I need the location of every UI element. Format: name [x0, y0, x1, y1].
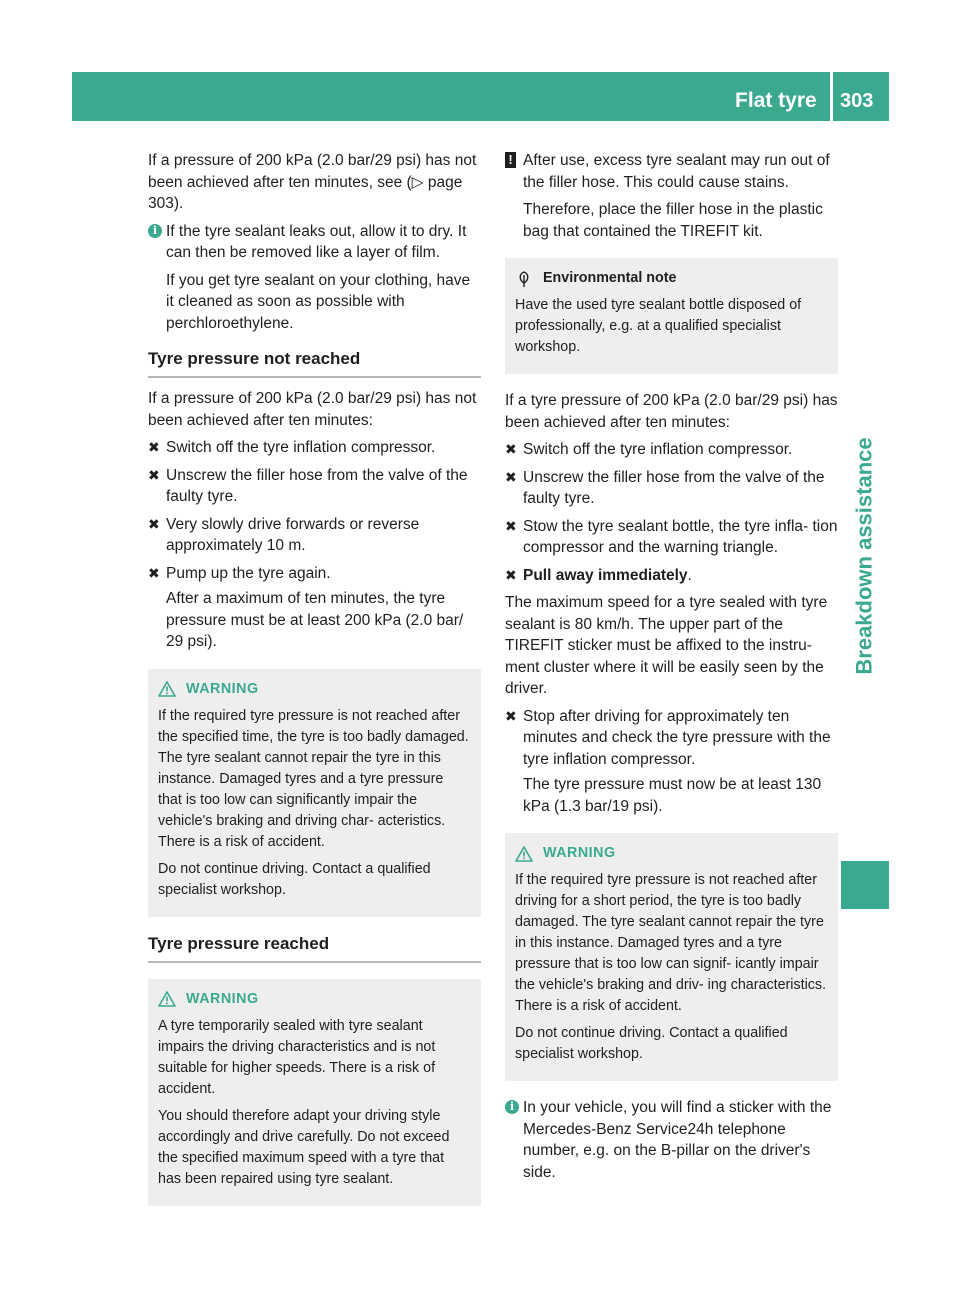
- chapter-marker-block: [841, 861, 889, 909]
- heading-tyre-pressure-reached: Tyre pressure reached: [148, 933, 481, 963]
- arrow-right-icon: ✖: [148, 466, 160, 483]
- arrow-right-icon: ✖: [505, 566, 517, 583]
- arrow-right-icon: ✖: [505, 707, 517, 724]
- warning-text: If the required tyre pressure is not reached after driving for a short period, the tyre is too badly damaged. The tyre sealant cannot repair the tyre in this instance. Damaged tyres and a tyre pressure that is too low can signif- icantly impair the vehicle's braking and driv- ing characteristics. There is a risk of accident.: [515, 872, 827, 1014]
- step-item: [505, 467, 838, 510]
- right-column: [505, 150, 838, 1189]
- info-note: [505, 1097, 838, 1183]
- arrow-right-icon: ✖: [505, 441, 517, 457]
- warning-text: A tyre temporarily sealed with tyre sealant impairs the driving characteristics and is not suitable for higher speeds. There is a risk of accident.: [158, 1017, 436, 1097]
- info-note-text-2: If you get tyre sealant on your clothing, have it cleaned as soon as possible with perchloroethylene.: [166, 271, 471, 332]
- step-item: [148, 514, 481, 557]
- intro-paragraph: If a pressure of 200 kPa (2.0 bar/29 psi) has not been achieved after ten minutes, see (▷ page 303).: [148, 152, 477, 212]
- arrow-right-icon: ✖: [505, 517, 517, 534]
- reached-paragraph: If a tyre pressure of 200 kPa (2.0 bar/29 psi) has been achieved after ten minutes:: [505, 392, 838, 431]
- step-text: Switch off the tyre inflation compressor.: [523, 441, 793, 458]
- step-result: After a maximum of ten minutes, the tyre pressure must be at least 200 kPa (2.0 bar/ 29 psi).: [166, 590, 464, 650]
- environmental-note-text: Have the used tyre sealant bottle disposed of professionally, e.g. at a qualified specialist workshop.: [515, 297, 802, 355]
- step-text: Switch off the tyre inflation compressor.: [166, 439, 436, 456]
- arrow-right-icon: ✖: [148, 515, 160, 532]
- left-column: [148, 150, 481, 1222]
- heading-tyre-pressure-not-reached: Tyre pressure not reached: [148, 348, 481, 378]
- warning-triangle-icon: [515, 846, 533, 862]
- page-section-title: Flat tyre: [735, 89, 817, 112]
- step-item: [505, 565, 838, 587]
- step-text: Stow the tyre sealant bottle, the tyre infla- tion compressor and the warning triangle.: [523, 517, 838, 556]
- warning-label: WARNING: [543, 845, 616, 861]
- step-text: Unscrew the filler hose from the valve of the faulty tyre.: [523, 468, 825, 507]
- warning-label: WARNING: [186, 990, 259, 1007]
- environmental-note-label: Environmental note: [543, 270, 677, 286]
- step-item: [148, 437, 481, 459]
- warning-box: [148, 669, 481, 917]
- warning-box: [505, 833, 838, 1081]
- warning-instruction: Do not continue driving. Contact a qualified specialist workshop.: [158, 860, 431, 898]
- step-text-bold: Pull away immediately: [523, 566, 688, 584]
- max-speed-paragraph: The maximum speed for a tyre sealed with tyre sealant is 80 km/h. The upper part of the TIREFIT sticker must be affixed to the instru- ment cluster where it will be easily seen by the driver.: [505, 594, 828, 697]
- environmental-note-box: [505, 258, 838, 374]
- arrow-right-icon: ✖: [148, 439, 160, 455]
- caution-note-text-1: After use, excess tyre sealant may run out of the filler hose. This could cause stains.: [523, 152, 830, 191]
- warning-text: If the required tyre pressure is not reached after the specified time, the tyre is too badly damaged. The tyre sealant cannot repair the tyre in this instance. Damaged tyres and a tyre pressure that is too low can significantly impair the vehicle's braking and driving char- acteristics. There is a risk of accident.: [158, 707, 469, 850]
- info-note-text: In your vehicle, you will find a sticker with the Mercedes-Benz Service24h telephone number, e.g. on the B-pillar on the driver's side.: [523, 1099, 832, 1181]
- chapter-side-tab-label: Breakdown assistance: [852, 437, 878, 675]
- arrow-right-icon: ✖: [505, 468, 517, 485]
- caution-note-text-2: Therefore, place the filler hose in the plastic bag that contained the TIREFIT kit.: [523, 201, 823, 240]
- exclamation-icon: !: [505, 152, 516, 168]
- info-note-text-1: If the tyre sealant leaks out, allow it to dry. It can then be removed like a layer of film.: [166, 222, 467, 261]
- warning-label: WARNING: [186, 680, 259, 697]
- step-item: [505, 439, 838, 461]
- step-item: [505, 516, 838, 559]
- info-icon: i: [148, 224, 162, 238]
- leaf-icon: [515, 270, 533, 288]
- warning-triangle-icon: [158, 991, 176, 1007]
- step-text-suffix: .: [687, 566, 692, 584]
- step-item: [505, 706, 838, 818]
- info-note: [148, 221, 481, 335]
- page-number: 303: [840, 90, 874, 112]
- warning-instruction: Do not continue driving. Contact a qualified specialist workshop.: [515, 1025, 788, 1062]
- header-divider: [830, 72, 833, 121]
- info-icon: i: [505, 1100, 519, 1114]
- step-item: [148, 563, 481, 653]
- step-result: The tyre pressure must now be at least 130 kPa (1.3 bar/19 psi).: [523, 776, 822, 815]
- step-text: Very slowly drive forwards or reverse approximately 10 m.: [166, 515, 420, 554]
- warning-box: [148, 979, 481, 1206]
- step-text: Stop after driving for approximately ten minutes and check the tyre pressure with the tyre inflation compressor.: [523, 707, 831, 768]
- chapter-side-tab: [841, 286, 889, 826]
- warning-instruction: You should therefore adapt your driving style accordingly and drive carefully. Do not exceed the specified maximum speed with a tyre that has been repaired using tyre sealant.: [158, 1107, 450, 1187]
- step-item: [148, 465, 481, 508]
- not-reached-paragraph: If a pressure of 200 kPa (2.0 bar/29 psi) has not been achieved after ten minutes:: [148, 390, 477, 429]
- warning-triangle-icon: [158, 681, 176, 697]
- arrow-right-icon: ✖: [148, 564, 160, 581]
- step-text: Pump up the tyre again.: [166, 564, 331, 582]
- caution-note: [505, 150, 838, 242]
- step-text: Unscrew the filler hose from the valve of the faulty tyre.: [166, 466, 468, 505]
